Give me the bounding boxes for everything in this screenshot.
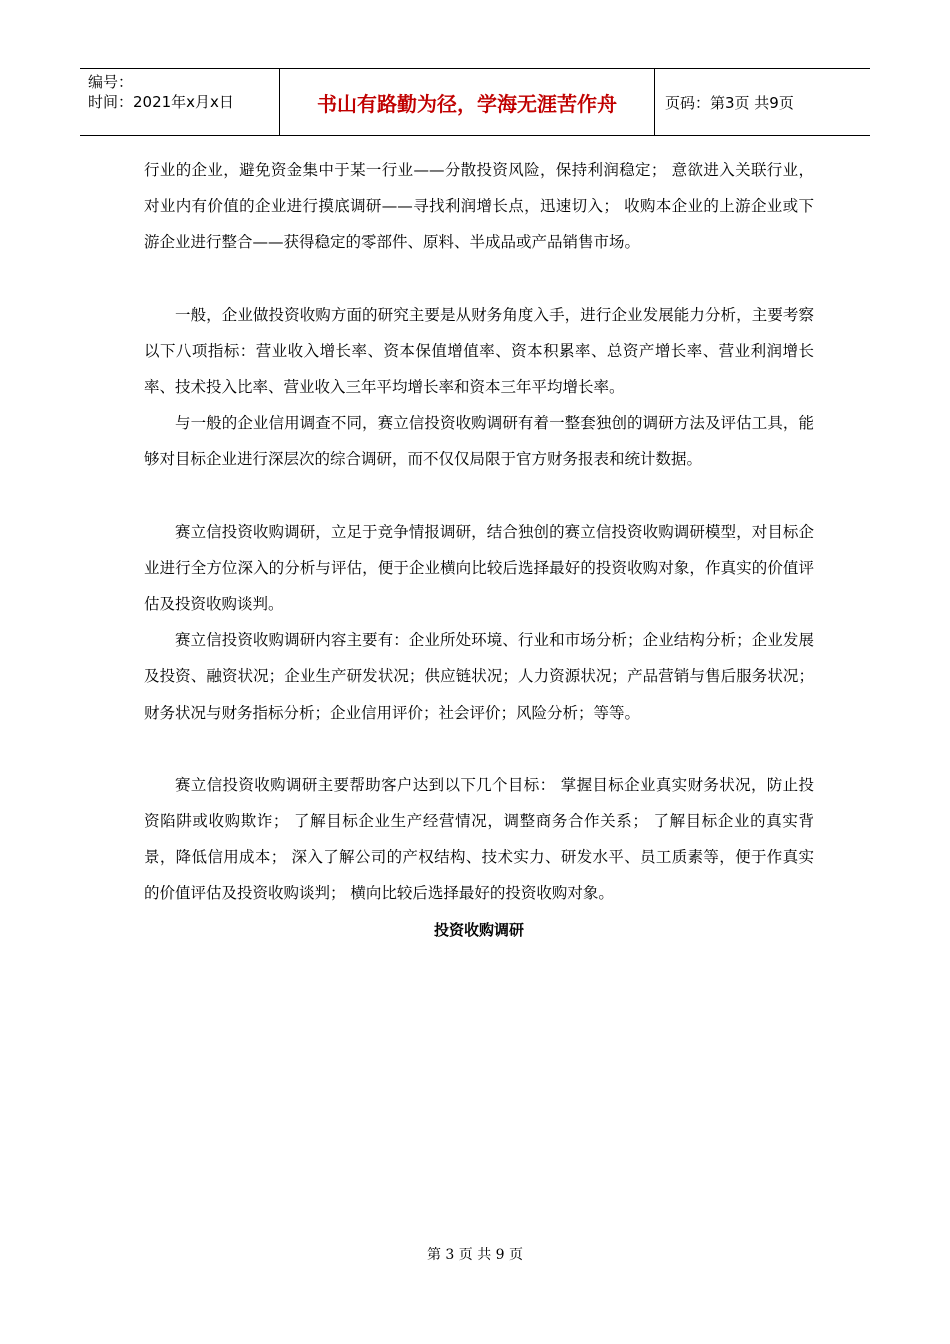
header-page-info: 页码：第3页 共9页: [665, 93, 794, 112]
header-meta: [80, 69, 280, 135]
time-label: 时间：2021年x月x日: [88, 93, 234, 111]
paragraph: 行业的企业，避免资金集中于某一行业——分散投资风险，保持利润稳定； 意欲进入关联行业，对业内有价值的企业进行摸底调研——寻找利润增长点，迅速切入； 收购本企业的上游企业或下游企业进行整合——获得稳定的零部件、原料、半成品或产品销售市场。: [144, 161, 814, 252]
paragraph: 与一般的企业信用调查不同，赛立信投资收购调研有着一整套独创的调研方法及评估工具，能够对目标企业进行深层次的综合调研，而不仅仅局限于官方财务报表和统计数据。: [144, 414, 814, 469]
paragraph: 赛立信投资收购调研主要帮助客户达到以下几个目标： 掌握目标企业真实财务状况，防止投资陷阱或收购欺诈； 了解目标企业生产经营情况，调整商务合作关系； 了解目标企业的真实背景，降低信用成本； 深入了解公司的产权结构、技术实力、研发水平、员工质素等，便于作真实的价值评估及投资收购谈判； 横向比较后选择最好的投资收购对象。: [144, 775, 814, 903]
number-label: 编号：: [88, 73, 134, 91]
section-title: 投资收购调研: [433, 920, 524, 939]
document-body: [144, 152, 814, 948]
page-footer: 第 3 页 共 9 页: [426, 1247, 524, 1263]
paragraph: 赛立信投资收购调研，立足于竞争情报调研，结合独创的赛立信投资收购调研模型，对目标企业进行全方位深入的分析与评估，便于企业横向比较后选择最好的投资收购对象，作真实的价值评估及投资收购谈判。: [144, 522, 814, 614]
paragraph: 一般，企业做投资收购方面的研究主要是从财务角度入手，进行企业发展能力分析，主要考察以下八项指标：营业收入增长率、资本保值增值率、资本积累率、总资产增长率、营业利润增长率、技术投入比率、营业收入三年平均增长率和资本三年平均增长率。: [144, 305, 814, 397]
page-header: [80, 68, 870, 136]
header-motto: 书山有路勤为径，学海无涯苦作舟: [280, 69, 655, 135]
paragraph: 赛立信投资收购调研内容主要有：企业所处环境、行业和市场分析；企业结构分析；企业发展及投资、融资状况；企业生产研发状况；供应链状况；人力资源状况；产品营销与售后服务状况；财务状况与财务指标分析；企业信用评价；社会评价；风险分析；等等。: [144, 631, 814, 722]
